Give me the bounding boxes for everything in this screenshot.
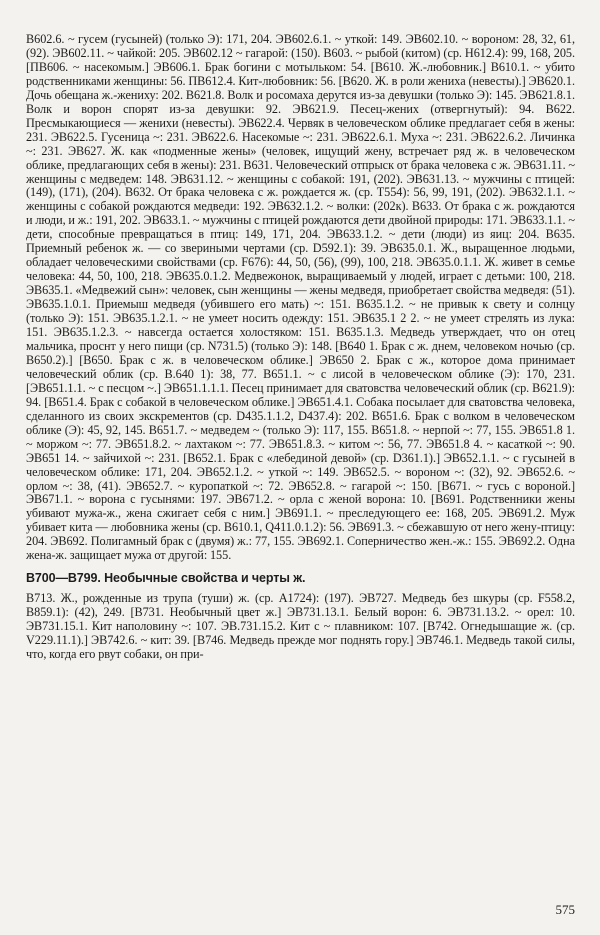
document-page (26, 33, 575, 662)
body-paragraph-1: В602.6. ~ гусем (гусыней) (только Э): 171, 204. ЭВ602.6.1. ~ уткой: 149. ЭВ602.10. ~ вороном: 28, 32, 61, (92). ЭВ602.11. ~ чайкой: 205. ЭВ602.12 ~ гагарой: (150). В603. ~ рыбой (китом) (ср. Н612.4): 99, 168, 205. [ПВ606. ~ насекомым.] ЭВ606.1. Брак богини с мотыльком: 54. [В610. Ж.-любовник.] В610.1. ~ убито родственниками женщины: 56. ПВ612.4. Кит-любовник: 56. [В620. Ж. в роли жениха (невесты).] ЭВ620.1. Дочь обещана ж.-жениху: 202. В621.8. Волк и росомаха дерутся из-за девушки (только Э): 145. ЭВ621.8.1. Волк и ворон спорят из-за девушки: 92. ЭВ621.9. Песец-жених (отвергнутый): 94. В622. Пресмыкающиеся — женихи (невесты). ЭВ622.4. Червяк в человеческом облике предлагает себя в жены: 231. ЭВ622.5. Гусеница ~: 231. ЭВ622.6. Насекомые ~: 231. ЭВ622.6.1. Муха ~: 231. ЭВ622.6.2. Личинка ~: 231. ЭВ627. Ж. как «подменные жены» (человек, ищущий жену, встречает ряд ж. в человеческом облике, предлагающих себя в жены): 231. В631. Человеческий отпрыск от брака человека с ж. ЭВ631.11. ~ женщины с медведем: 148. ЭВ631.12. ~ женщины с собакой: 191, (202). ЭВ631.13. ~ мужчины с птицей: (149), (171), (204). В632. От брака человека с ж. рождается ж. (ср. Т554): 56, 99, 191, (202). ЭВ632.1.1. ~ женщины с собакой рождаются медведи: 192. ЭВ632.1.2. ~ волки: (202к). В633. От брака с ж. рождаются и люди, и ж.: 191, 202. ЭВ633.1. ~ мужчины с птицей рождаются дети двойной природы: 171. ЭВ633.1.1. ~ дети, способные превращаться в птиц: 149, 171, 204. ЭВ633.1.2. ~ дети (люди) из яиц: 204. В635. Приемный ребенок ж. — со звериными чертами (ср. D592.1): 39. ЭВ635.0.1. Ж., выращенное людьми, обладает человеческими свойствами (ср. F676): 44, 50, (56), (99), 100, 218. ЭВ635.0.1.1. Ж. живет в семье человека: 44, 50, 100, 218. ЭВ635.0.1.2. Медвежонок, выращиваемый у людей, играет с детьми: 100, 218. ЭВ635.1. «Медвежий сын»: человек, сын женщины — жены медведя, приобретает свойства медведя: (51). ЭВ635.1.0.1. Приемыш медведя (убившего его мать) ~: 151. В635.1.2. ~ не привык к свету и солнцу (только Э): 151. ЭВ635.1.2.1. ~ не умеет носить одежду: 151. ЭВ635.1 2 2. ~ не умеет стрелять из лука: 151. ЭВ635.1.2.3. ~ навсегда остается холостяком: 151. В635.1.3. Медведь утверждает, что он отец мальчика, проснт у него пищи (ср. N731.5) (только Э): 148. [В640 1. Брак с ж. днем, человеком ночью (ср. В650.2).] [В650. Брак с ж. в человеческом облике.] ЭВ650 2. Брак с ж., которое дома принимает человеческий облик (ср. В.640 1): 38, 77. В651.1. ~ с лисой в человеческом облике (Э): 170, 231. [ЭВ651.1.1. ~ с песцом ~.] ЭВ651.1.1.1. Песец принимает для сватовства человеческий облик (ср. В621.9): 94. [В651.4. Брак с собакой в человеческом облике.] ЭВ651.4.1. Собака посылает для сватовства человека, сделанного из своих экскрементов (ср. D435.1.1.2, D437.4): 202. В651.6. Брак с волком в человеческом облике (Э): 45, 92, 145. В651.7. ~ медведем ~ (только Э): 117, 155. В651.8. ~ нерпой ~: 77, 155. ЭВ651.8 1. ~ моржом ~: 77. ЭВ651.8.2. ~ лахтаком ~: 77. ЭВ651.8.3. ~ китом ~: 56, 77. ЭВ651.8 4. ~ касаткой ~: 90. ЭВ651 14. ~ зайчихой ~: 231. [В652.1. Брак с «лебединой девой» (ср. D361.1).] ЭВ652.1.1. ~ с гусыней в человеческом облике: 171, 204. ЭВ652.1.2. ~ уткой ~: 149. ЭВ652.5. ~ вороном ~: (32), 92. ЭВ652.6. ~ орлом ~: 38, (41). ЭВ652.7. ~ куропаткой ~: 72. ЭВ652.8. ~ гагарой ~: 150. [В671. ~ гусь с вороной.] ЭВ671.1. ~ ворона с гусынями: 197. ЭВ671.2. ~ орла с женой ворона: 10. [В691. Родственники жены убивают мужа-ж., жена сжигает себя с ним.] ЭВ691.1. ~ преследующего ее: 168, 205. ЭВ691.2. Муж убивает кита — любовника жены (ср. В610.1, Q411.0.1.2): 56. ЭВ691.3. ~ сбежавшую от него жену-птицу: 204. ЭВ692. Полигамный брак с (двумя) ж.: 77, 155. ЭВ692.1. Соперничество жен.-ж.: 155. ЭВ692.2. Одна жена-ж. защищает мужа от другой: 155. (26, 32, 575, 563)
page-number: 575 (555, 902, 575, 917)
section-heading: В700—В799. Необычные свойства и черты ж. (26, 571, 306, 586)
body-paragraph-2: В713. Ж., рожденные из трупа (туши) ж. (ср. А1724): (197). ЭВ727. Медведь без шкуры (ср. F558.2, В859.1): (42), 249. [В731. Необычный цвет ж.] ЭВ731.13.1. Белый ворон: 6. ЭВ731.13.2. ~ орел: 10. ЭВ731.15.1. Кит наполовину ~: 107. ЭВ.731.15.2. Кит с ~ плавником: 107. [В742. Огнедышащие ж. (ср. V229.11.1).] ЭВ742.6. ~ кит: 39. [В746. Медведь прежде мог поднять гору.] ЭВ746.1. Медведь такой силы, что, когда его рвут собаки, он при- (26, 591, 575, 662)
